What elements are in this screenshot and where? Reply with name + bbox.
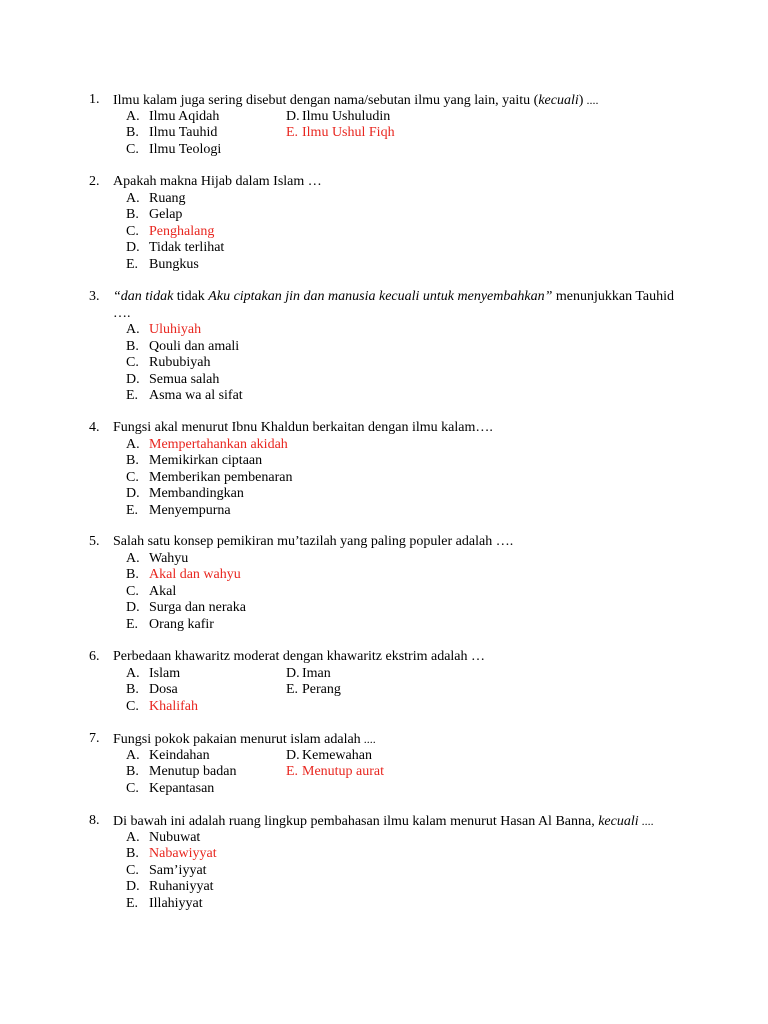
question-text: Fungsi pokok pakaian menurut islam adalah .... xyxy=(113,732,376,747)
question-8: 8. Di bawah ini adalah ruang lingkup pembahasan ilmu kalam menurut Hasan Al Banna, kecuali .... A. Nubuwat B. Nabawiyyat C. Sam’iyyat D. Ruhaniyyat E. Illahiyyat xyxy=(89,813,654,911)
question-number: 5. xyxy=(89,534,100,549)
question-text: Perbedaan khawaritz moderat dengan khawaritz ekstrim adalah … xyxy=(113,649,486,664)
question-7: 7. Fungsi pokok pakaian menurut islam adalah .... A. Keindahan D. Kemewahan B. Menutup badan E. Menutup aurat C. Kepantasan xyxy=(89,731,385,796)
question-number: 7. xyxy=(89,731,100,746)
question-5: 5. Salah satu konsep pemikiran mu’tazilah yang paling populer adalah …. A. Wahyu B. Akal dan wahyu C. Akal D. Surga dan neraka E. Orang kafir xyxy=(89,534,514,632)
question-text: Ilmu kalam juga sering disebut dengan nama/sebutan ilmu yang lain, yaitu (kecuali) .... xyxy=(113,93,599,108)
question-2: 2. Apakah makna Hijab dalam Islam … A. Ruang B. Gelap C. Penghalang D. Tidak terlihat E. Bungkus xyxy=(89,174,322,272)
question-number: 4. xyxy=(89,420,100,435)
question-text: Apakah makna Hijab dalam Islam … xyxy=(113,174,322,189)
question-text: “dan tidak tidak Aku ciptakan jin dan manusia kecuali untuk menyembahkan” menunjukkan Tauhid xyxy=(113,289,675,304)
question-4: 4. Fungsi akal menurut Ibnu Khaldun berkaitan dengan ilmu kalam…. A. Mempertahankan akidah B. Memikirkan ciptaan C. Memberikan pembenaran D. Membandingkan E. Menyempurna xyxy=(89,420,493,518)
question-text: Fungsi akal menurut Ibnu Khaldun berkaitan dengan ilmu kalam…. xyxy=(113,420,493,435)
question-number: 8. xyxy=(89,813,100,828)
question-number: 6. xyxy=(89,649,100,664)
question-text: Salah satu konsep pemikiran mu’tazilah yang paling populer adalah …. xyxy=(113,534,514,549)
question-number: 3. xyxy=(89,289,100,304)
question-1: 1. Ilmu kalam juga sering disebut dengan nama/sebutan ilmu yang lain, yaitu (kecuali) .... A. Ilmu Aqidah D. Ilmu Ushuludin B. Ilmu Tauhid E. Ilmu Ushul Fiqh C. Ilmu Teologi xyxy=(89,92,599,157)
question-number: 2. xyxy=(89,174,100,189)
question-text: Di bawah ini adalah ruang lingkup pembahasan ilmu kalam menurut Hasan Al Banna, kecuali .... xyxy=(113,814,654,829)
question-6: 6. Perbedaan khawaritz moderat dengan khawaritz ekstrim adalah … A. Islam D. Iman B. Dosa E. Perang C. Khalifah xyxy=(89,649,486,714)
question-number: 1. xyxy=(89,92,100,107)
question-text-continued: …. xyxy=(113,305,131,321)
question-3: 3. “dan tidak tidak Aku ciptakan jin dan manusia kecuali untuk menyembahkan” menunjukkan Tauhid …. A. Uluhiyah B. Qouli dan amali C. Rububiyah D. Semua salah E. Asma wa al sifat xyxy=(89,289,675,403)
